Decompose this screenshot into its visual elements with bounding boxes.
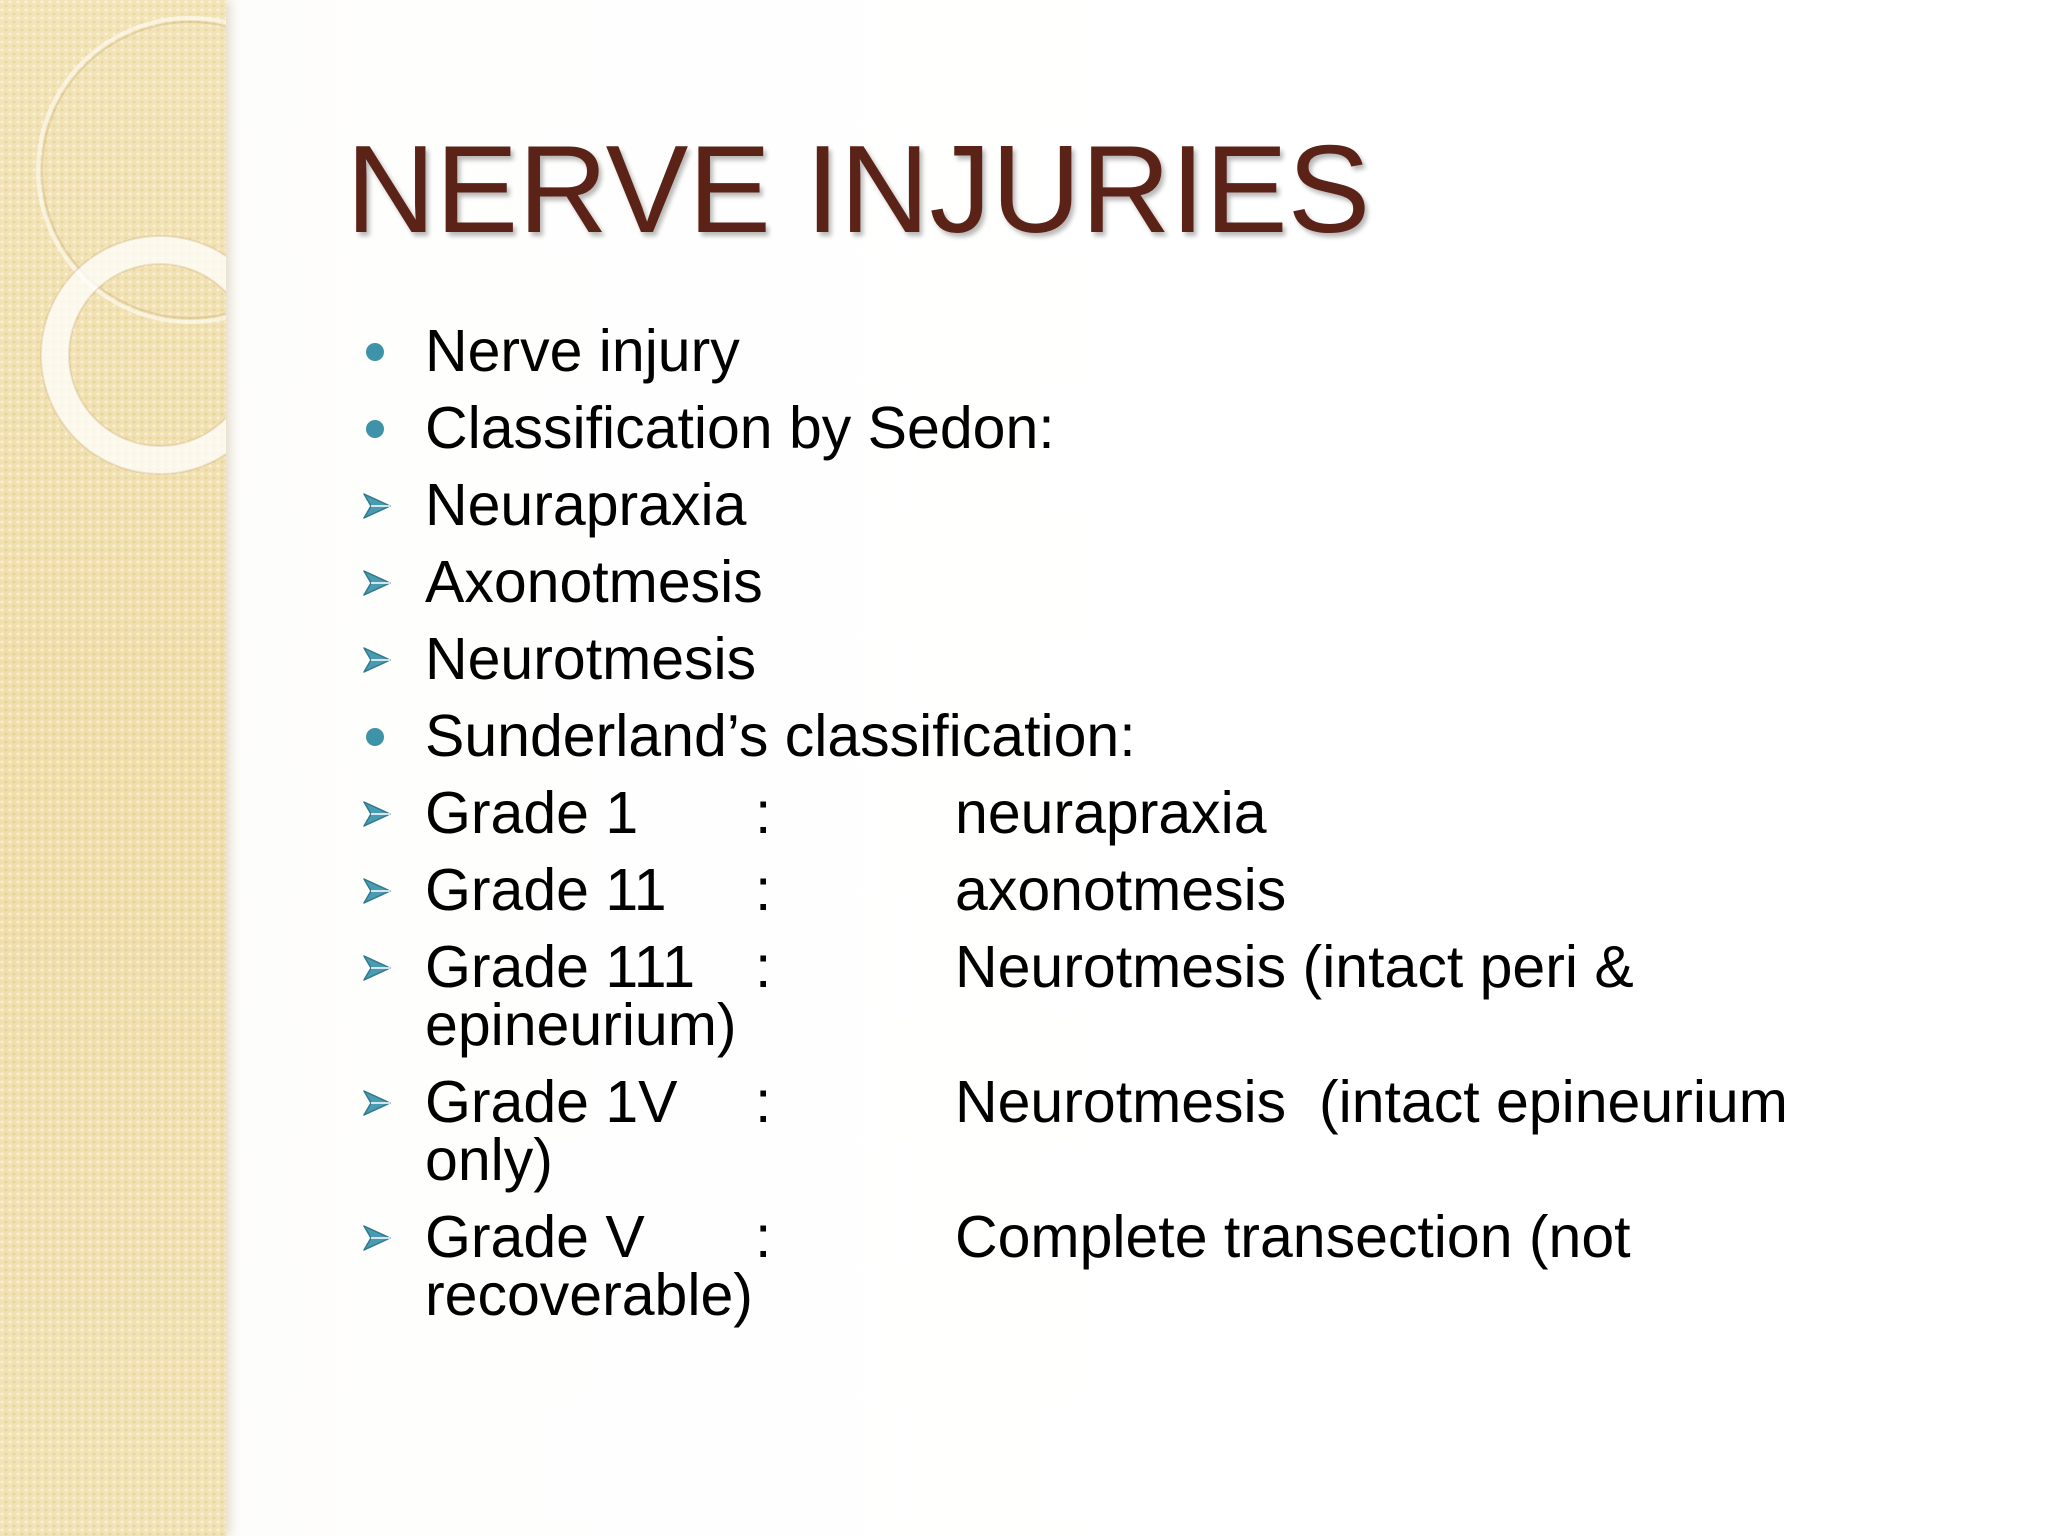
bullet-dot-icon: [356, 707, 396, 765]
grade-label: Grade 11: [425, 857, 667, 923]
grade-item: [356, 857, 2016, 923]
grade-separator: :: [755, 857, 772, 923]
grade-description-continued: epineurium): [425, 992, 737, 1058]
grade-description: axonotmesis: [955, 857, 1287, 923]
list-item-text: Classification by Sedon:: [425, 395, 1055, 461]
grade-separator: :: [755, 1069, 772, 1135]
grade-label: Grade V: [425, 1204, 645, 1270]
list-item-text: Neurapraxia: [425, 472, 747, 538]
bullet-list: [356, 318, 2016, 1343]
grade-label: Grade 111: [425, 934, 696, 1000]
arrow-bullet-icon: [356, 553, 396, 611]
list-item: [356, 626, 2016, 692]
grade-item: [356, 1204, 2016, 1328]
slide-title: NERVE INJURIES: [346, 121, 1371, 259]
list-item: [356, 703, 2016, 769]
list-item-text: Neurotmesis: [425, 626, 757, 692]
arrow-bullet-icon: [356, 476, 396, 534]
bullet-dot-icon: [356, 322, 396, 380]
list-item-text: Nerve injury: [425, 318, 740, 384]
arrow-bullet-icon: [356, 1208, 396, 1266]
grade-separator: :: [755, 780, 772, 846]
list-item: [356, 395, 2016, 461]
list-item-text: Axonotmesis: [425, 549, 763, 615]
grade-item: [356, 934, 2016, 1058]
grade-label: Grade 1V: [425, 1069, 678, 1135]
grade-item: [356, 780, 2016, 846]
arrow-bullet-icon: [356, 938, 396, 996]
arrow-bullet-icon: [356, 630, 396, 688]
grade-description: neurapraxia: [955, 780, 1267, 846]
grade-separator: :: [755, 934, 772, 1000]
list-item: [356, 318, 2016, 384]
list-item: [356, 549, 2016, 615]
arrow-bullet-icon: [356, 861, 396, 919]
decorative-side-panel: [0, 0, 226, 1536]
grade-label: Grade 1: [425, 780, 639, 846]
arrow-bullet-icon: [356, 784, 396, 842]
grade-description-continued: recoverable): [425, 1262, 753, 1328]
list-item-text: Sunderland’s classification:: [425, 703, 1136, 769]
decorative-rings: [0, 0, 226, 560]
grade-description: Neurotmesis (intact epineurium: [955, 1069, 1788, 1135]
grade-separator: :: [755, 1204, 772, 1270]
grade-description-continued: only): [425, 1127, 553, 1193]
arrow-bullet-icon: [356, 1073, 396, 1131]
list-item: [356, 472, 2016, 538]
grade-description: Complete transection (not: [955, 1204, 1631, 1270]
grade-description: Neurotmesis (intact peri &: [955, 934, 1634, 1000]
bullet-dot-icon: [356, 399, 396, 457]
grade-item: [356, 1069, 2016, 1193]
